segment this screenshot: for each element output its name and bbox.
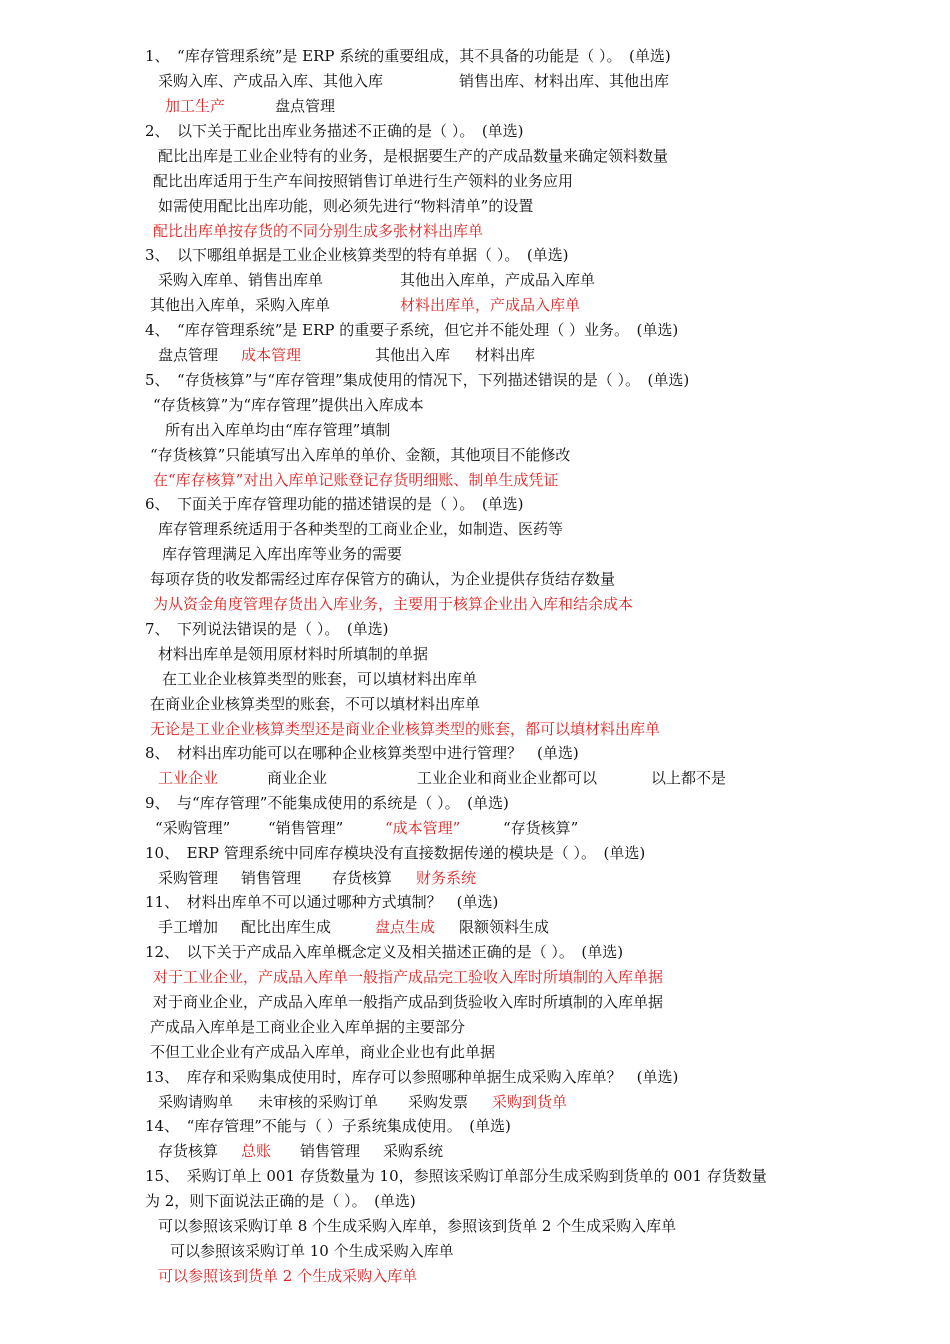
- q11-option-2: 配比出库生成: [241, 918, 332, 936]
- question-3: 3、 以下哪组单据是工业企业核算类型的特有单据（ ）。 (单选): [145, 246, 569, 264]
- q3-option-3: 其他出入库单，采购入库单: [150, 296, 331, 314]
- q12-option-2: 对于商业企业，产成品入库单一般指产成品到货验收入库时所填制的入库单据: [153, 993, 664, 1011]
- q13-option-3: 采购发票: [408, 1093, 469, 1111]
- q12-option-1-answer: 对于工业企业，产成品入库单一般指产成品完工验收入库时所填制的入库单据: [153, 968, 664, 986]
- q10-option-1: 采购管理: [158, 869, 219, 887]
- q12-option-3: 产成品入库单是工商业企业入库单据的主要部分: [150, 1018, 466, 1036]
- q10-option-2: 销售管理: [241, 869, 302, 887]
- q4-option-1: 盘点管理: [158, 346, 219, 364]
- q15-option-2: 可以参照该采购订单 10 个生成采购入库单: [170, 1242, 454, 1260]
- q6-option-3: 每项存货的收发都需经过库存保管方的确认，为企业提供存货结存数量: [150, 570, 616, 588]
- q11-option-3-answer: 盘点生成: [375, 918, 436, 936]
- question-2: 2、 以下关于配比出库业务描述不正确的是（ ）。 (单选): [145, 122, 524, 140]
- question-8: 8、 材料出库功能可以在哪种企业核算类型中进行管理？ (单选): [145, 744, 579, 762]
- q8-option-3: 工业企业和商业企业都可以: [417, 769, 598, 787]
- q11-option-1: 手工增加: [158, 918, 219, 936]
- q14-option-2-answer: 总账: [241, 1142, 272, 1160]
- q10-option-4-answer: 财务系统: [416, 869, 477, 887]
- q9-option-3-answer: “成本管理”: [385, 819, 461, 837]
- q5-option-3: “存货核算”只能填写出入库单的单价、金额，其他项目不能修改: [150, 446, 571, 464]
- question-5: 5、 “存货核算”与“库存管理”集成使用的情况下，下列描述错误的是（ ）。 (单选): [145, 371, 690, 389]
- q5-option-1: “存货核算”为“库存管理”提供出入库成本: [153, 396, 424, 414]
- q7-option-2: 在工业企业核算类型的账套，可以填材料出库单: [162, 670, 478, 688]
- question-4: 4、 “库存管理系统”是 ERP 的重要子系统，但它并不能处理（ ）业务。 (单选): [145, 321, 679, 339]
- q1-option-2: 销售出库、材料出库、其他出库: [459, 72, 670, 90]
- q2-option-1: 配比出库是工业企业特有的业务，是根据要生产的产成品数量来确定领料数量: [158, 147, 669, 165]
- q4-option-4: 材料出库: [475, 346, 536, 364]
- q14-option-1: 存货核算: [158, 1142, 219, 1160]
- q15-option-3-answer: 可以参照该到货单 2 个生成采购入库单: [158, 1267, 418, 1285]
- q1-option-1: 采购入库、产成品入库、其他入库: [158, 72, 384, 90]
- q13-option-1: 采购请购单: [158, 1093, 234, 1111]
- question-14: 14、 “库存管理”不能与（ ）子系统集成使用。 (单选): [145, 1117, 511, 1135]
- q6-option-4-answer: 为从资金角度管理存货出入库业务，主要用于核算企业出入库和结余成本: [153, 595, 634, 613]
- q12-option-4: 不但工业企业有产成品入库单，商业企业也有此单据: [150, 1043, 496, 1061]
- q6-option-1: 库存管理系统适用于各种类型的工商业企业，如制造、医药等: [158, 520, 564, 538]
- question-15: 15、 采购订单上 001 存货数量为 10，参照该采购订单部分生成采购到货单的 001 存货数量: [145, 1167, 767, 1185]
- q9-option-1: “采购管理”: [155, 819, 231, 837]
- question-9: 9、 与“库存管理”不能集成使用的系统是（ ）。 (单选): [145, 794, 509, 812]
- q14-option-3: 销售管理: [300, 1142, 361, 1160]
- q6-option-2: 库存管理满足入库出库等业务的需要: [162, 545, 403, 563]
- q5-option-2: 所有出入库单均由“库存管理”填制: [165, 421, 391, 439]
- question-13: 13、 库存和采购集成使用时，库存可以参照哪种单据生成采购入库单？ (单选): [145, 1068, 679, 1086]
- question-15-continued: 为 2，则下面说法正确的是（ ）。 (单选): [145, 1192, 416, 1210]
- question-10: 10、 ERP 管理系统中同库存模块没有直接数据传递的模块是（ ）。 (单选): [145, 844, 646, 862]
- q8-option-4: 以上都不是: [651, 769, 727, 787]
- q8-option-1-answer: 工业企业: [158, 769, 219, 787]
- q13-option-4-answer: 采购到货单: [492, 1093, 568, 1111]
- question-12: 12、 以下关于产成品入库单概念定义及相关描述正确的是（ ）。 (单选): [145, 943, 624, 961]
- q1-option-4: 盘点管理: [275, 97, 336, 115]
- q13-option-2: 未审核的采购订单: [258, 1093, 379, 1111]
- q4-option-2-answer: 成本管理: [241, 346, 302, 364]
- q4-option-3: 其他出入库: [375, 346, 451, 364]
- q3-option-4-answer: 材料出库单，产成品入库单: [400, 296, 581, 314]
- q7-option-4-answer: 无论是工业企业核算类型还是商业企业核算类型的账套，都可以填材料出库单: [150, 720, 661, 738]
- question-1: 1、 “库存管理系统”是 ERP 系统的重要组成，其不具备的功能是（ ）。 (单选): [145, 47, 671, 65]
- question-11: 11、 材料出库单不可以通过哪种方式填制？ (单选): [145, 893, 499, 911]
- q14-option-4: 采购系统: [383, 1142, 444, 1160]
- q7-option-3: 在商业企业核算类型的账套，不可以填材料出库单: [150, 695, 481, 713]
- q1-option-3-answer: 加工生产: [165, 97, 226, 115]
- q2-option-3: 如需使用配比出库功能，则必须先进行“物料清单”的设置: [158, 197, 534, 215]
- q9-option-2: “销售管理”: [268, 819, 344, 837]
- q15-option-1: 可以参照该采购订单 8 个生成采购入库单，参照该到货单 2 个生成采购入库单: [158, 1217, 677, 1235]
- q9-option-4: “存货核算”: [503, 819, 579, 837]
- q11-option-4: 限额领料生成: [459, 918, 550, 936]
- q7-option-1: 材料出库单是领用原材料时所填制的单据: [158, 645, 429, 663]
- q3-option-2: 其他出入库单，产成品入库单: [400, 271, 596, 289]
- q2-option-4-answer: 配比出库单按存货的不同分别生成多张材料出库单: [153, 222, 484, 240]
- q2-option-2: 配比出库适用于生产车间按照销售订单进行生产领料的业务应用: [153, 172, 574, 190]
- q10-option-3: 存货核算: [332, 869, 393, 887]
- question-7: 7、 下列说法错误的是（ ）。 (单选): [145, 620, 389, 638]
- q3-option-1: 采购入库单、销售出库单: [158, 271, 324, 289]
- question-6: 6、 下面关于库存管理功能的描述错误的是（ ）。 (单选): [145, 495, 524, 513]
- q8-option-2: 商业企业: [267, 769, 328, 787]
- q5-option-4-answer: 在“库存核算”对出入库单记账登记存货明细账、制单生成凭证: [153, 471, 559, 489]
